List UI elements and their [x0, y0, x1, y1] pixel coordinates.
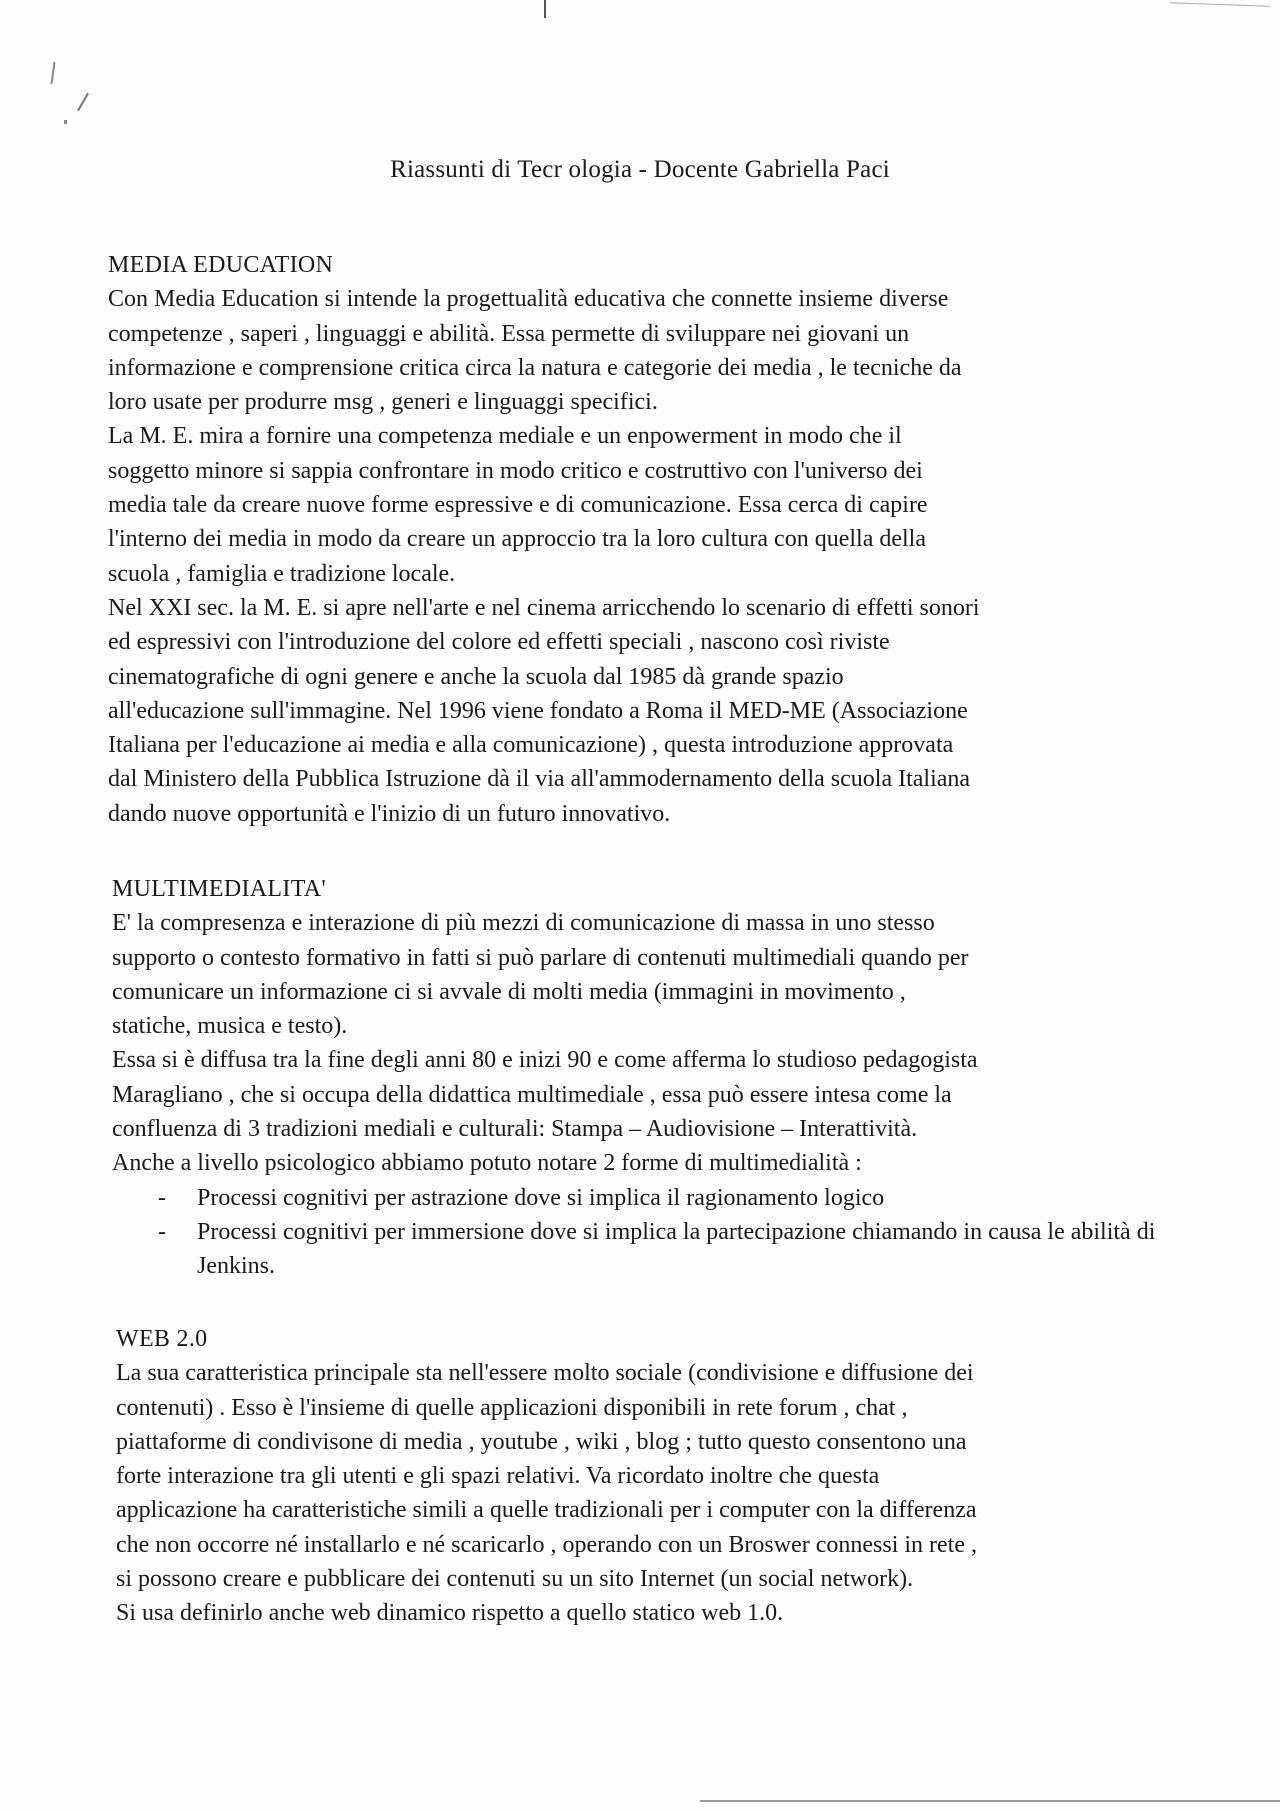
- section-heading: MEDIA EDUCATION: [108, 252, 334, 278]
- text-line: applicazione ha caratteristiche simili a quelle tradizionali per i computer con la differenza: [116, 1497, 977, 1524]
- list-item: [112, 1215, 1172, 1284]
- text-line: statiche, musica e testo).: [112, 1013, 348, 1040]
- text-line: supporto o contesto formativo in fatti si può parlare di contenuti multimediali quando per: [112, 944, 969, 971]
- text-line: cinematografiche di ogni genere e anche la scuola dal 1985 dà grande spazio: [108, 663, 844, 690]
- scan-mark-left-2: [77, 93, 89, 111]
- text-line: scuola , famiglia e tradizione locale.: [108, 560, 456, 587]
- text-line: confluenza di 3 tradizioni mediali e culturali: Stampa – Audiovisione – Interattività.: [112, 1116, 918, 1143]
- text-line: forte interazione tra gli utenti e gli spazi relativi. Va ricordato inoltre che questa: [116, 1463, 880, 1490]
- text-line: Essa si è diffusa tra la fine degli anni 80 e inizi 90 e come afferma lo studioso pedagogista: [112, 1047, 978, 1074]
- bullet-list: [112, 1181, 1172, 1284]
- scan-mark-bottom: [700, 1800, 1280, 1802]
- text-line: Italiana per l'educazione ai media e alla comunicazione) , questa introduzione approvata: [108, 732, 954, 759]
- scan-mark-left-1: [50, 62, 55, 84]
- section-heading: MULTIMEDIALITA': [112, 876, 326, 902]
- text-line: Maragliano , che si occupa della didattica multimediale , essa può essere intesa come la: [112, 1081, 952, 1108]
- text-line: Con Media Education si intende la progettualità educativa che connette insieme diverse: [108, 286, 949, 313]
- section-web20: [116, 1322, 1176, 1631]
- text-line: all'educazione sull'immagine. Nel 1996 viene fondato a Roma il MED-ME (Associazione: [108, 697, 968, 724]
- text-line: dando nuove opportunità e l'inizio di un futuro innovativo.: [108, 800, 671, 827]
- text-line: La M. E. mira a fornire una competenza mediale e un enpowerment in modo che il: [108, 423, 902, 450]
- bullet-dash: -: [158, 1184, 166, 1211]
- text-line: loro usate per produrre msg , generi e linguaggi specifici.: [108, 389, 658, 416]
- list-item-text: Processi cognitivi per astrazione dove si implica il ragionamento logico: [197, 1184, 885, 1211]
- bullet-dash: -: [158, 1218, 166, 1245]
- text-line: soggetto minore si sappia confrontare in modo critico e costruttivo con l'universo dei: [108, 457, 923, 484]
- document-title: Riassunti di Tecr ologia - Docente Gabriella Paci: [390, 156, 890, 183]
- section-heading: WEB 2.0: [116, 1326, 208, 1352]
- scan-mark-top: [544, 0, 546, 18]
- text-line: media tale da creare nuove forme espressive e di comunicazione. Essa cerca di capire: [108, 492, 928, 519]
- text-line: contenuti) . Esso è l'insieme di quelle applicazioni disponibili in rete forum , chat ,: [116, 1394, 908, 1421]
- text-line: Anche a livello psicologico abbiamo potuto notare 2 forme di multimedialità :: [112, 1150, 862, 1177]
- text-line: La sua caratteristica principale sta nell'essere molto sociale (condivisione e diffusione dei: [116, 1360, 974, 1387]
- scan-mark-top-right: [1170, 2, 1270, 6]
- text-line: che non occorre né installarlo e né scaricarlo , operando con un Broswer connessi in rete ,: [116, 1531, 977, 1558]
- text-line: informazione e comprensione critica circa la natura e categorie dei media , le tecniche da: [108, 354, 962, 381]
- list-item: [112, 1181, 1172, 1215]
- section-media-education: [108, 248, 1168, 831]
- section-multimedialita: [112, 872, 1172, 1284]
- text-line: ed espressivi con l'introduzione del colore ed effetti speciali , nascono così riviste: [108, 629, 890, 656]
- text-line: dal Ministero della Pubblica Istruzione dà il via all'ammodernamento della scuola Italiana: [108, 766, 971, 793]
- text-line: Si usa definirlo anche web dinamico rispetto a quello statico web 1.0.: [116, 1600, 784, 1627]
- text-line: si possono creare e pubblicare dei contenuti su un sito Internet (un social network).: [116, 1566, 914, 1593]
- text-line: l'interno dei media in modo da creare un approccio tra la loro cultura con quella della: [108, 526, 926, 553]
- text-line: piattaforme di condivisone di media , youtube , wiki , blog ; tutto questo consentono una: [116, 1428, 967, 1455]
- text-line: competenze , saperi , linguaggi e abilità. Essa permette di sviluppare nei giovani un: [108, 320, 910, 347]
- scan-mark-left-3: [64, 120, 67, 124]
- text-line: E' la compresenza e interazione di più mezzi di comunicazione di massa in uno stesso: [112, 910, 935, 937]
- list-item-text: Processi cognitivi per immersione dove si implica la partecipazione chiamando in causa le abilità di Jenkins.: [197, 1218, 1156, 1280]
- text-line: comunicare un informazione ci si avvale di molti media (immagini in movimento ,: [112, 978, 906, 1005]
- text-line: Nel XXI sec. la M. E. si apre nell'arte e nel cinema arricchendo lo scenario di effetti sonori: [108, 594, 980, 621]
